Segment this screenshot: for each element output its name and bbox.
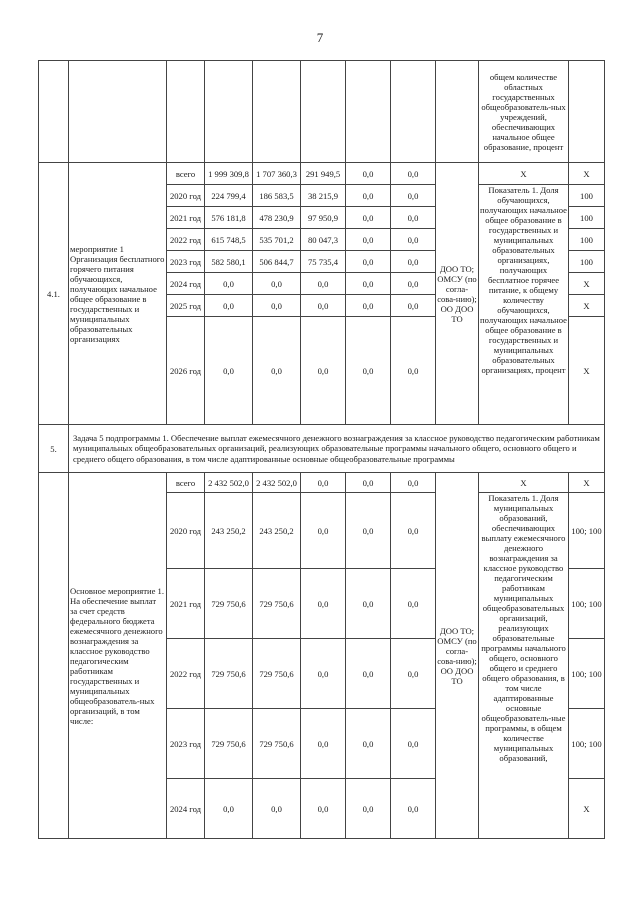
value-cell: 0,0 <box>346 473 391 493</box>
value-cell: 0,0 <box>391 163 436 185</box>
value-cell: 0,0 <box>253 779 301 839</box>
measure-name: мероприятие 1 Организация бесплатного горячего питания обучающихся, получающих начальное общее образование в государственных и муниципальных образовательных организациях <box>69 163 167 425</box>
value-cell: 38 215,9 <box>301 185 346 207</box>
target-cell: 100 <box>569 229 605 251</box>
year-cell: 2023 год <box>167 251 205 273</box>
value-cell: 0,0 <box>346 229 391 251</box>
cell <box>346 61 391 163</box>
value-cell: 0,0 <box>346 709 391 779</box>
measure-name: Основное мероприятие 1. На обеспечение выплат за счет средств федерального бюджета ежемесячного денежного вознаграждения за классное руководство педагогическим работникам государственных и муниципальных общеобразователь-ных организаций, в том числе: <box>69 473 167 839</box>
cell <box>39 473 69 839</box>
total-cell: 0,0 <box>205 317 253 425</box>
value-cell: 97 950,9 <box>301 207 346 229</box>
value-cell: 0,0 <box>391 709 436 779</box>
value-cell: 0,0 <box>301 317 346 425</box>
indicator-cell: общем количестве областных государственных общеобразователь-ных учреждений, обеспечивающих начальное общее образование, процент <box>479 61 569 163</box>
value-cell: 729 750,6 <box>253 569 301 639</box>
program-table <box>38 60 605 839</box>
value-cell: 0,0 <box>253 295 301 317</box>
year-cell: 2023 год <box>167 709 205 779</box>
indicator-cell: Показатель 1. Доля муниципальных образований, обеспечивающих выплату ежемесячного денежного вознаграждения за классное руководство педагогическим работникам муниципальных общеобразовательных организаций, реализующих образовательные программы начального общего, основного общего и среднего общего образования, в том числе адаптированные основные общеобразователь-ные программы, в общем количестве муниципальных образований, <box>479 493 569 839</box>
total-cell: 224 799,4 <box>205 185 253 207</box>
total-cell: 2 432 502,0 <box>205 473 253 493</box>
total-cell: 0,0 <box>205 295 253 317</box>
total-cell: 729 750,6 <box>205 569 253 639</box>
target-cell: X <box>569 163 605 185</box>
value-cell: 729 750,6 <box>253 709 301 779</box>
total-cell: 1 999 309,8 <box>205 163 253 185</box>
value-cell: 0,0 <box>346 295 391 317</box>
value-cell: 0,0 <box>346 207 391 229</box>
indicator-cell: X <box>479 163 569 185</box>
target-cell: 100 <box>569 251 605 273</box>
total-cell: 582 580,1 <box>205 251 253 273</box>
total-cell: 0,0 <box>205 779 253 839</box>
target-cell: 100 <box>569 185 605 207</box>
total-cell: 576 181,8 <box>205 207 253 229</box>
value-cell: 0,0 <box>391 251 436 273</box>
row-number: 5. <box>39 425 69 473</box>
cell <box>436 61 479 163</box>
cell <box>167 61 205 163</box>
target-cell: 100 <box>569 207 605 229</box>
value-cell: 0,0 <box>391 317 436 425</box>
value-cell: 0,0 <box>346 779 391 839</box>
year-cell: 2022 год <box>167 639 205 709</box>
indicator-cell: Показатель 1. Доля обучающихся, получающих начальное общее образование в государственных и муниципальных образовательных организациях, получающих бесплатное горячее питание, к общему количеству обучающихся, получающих начальное общее образование в государственных и муниципальных образовательных организациях, процент <box>479 185 569 425</box>
table-row <box>39 163 605 185</box>
value-cell: 2 432 502,0 <box>253 473 301 493</box>
target-cell: 100; 100 <box>569 709 605 779</box>
page-number: 7 <box>316 30 324 45</box>
value-cell: 0,0 <box>301 709 346 779</box>
value-cell: 0,0 <box>253 273 301 295</box>
target-cell: X <box>569 317 605 425</box>
cell <box>569 61 605 163</box>
cell <box>39 61 69 163</box>
executor-cell: ДОО ТО; ОМСУ (по согла-сова-нию); ОО ДОО ТО <box>436 163 479 425</box>
value-cell: 0,0 <box>391 185 436 207</box>
total-cell: 729 750,6 <box>205 639 253 709</box>
value-cell: 80 047,3 <box>301 229 346 251</box>
task-description: Задача 5 подпрограммы 1. Обеспечение выплат ежемесячного денежного вознаграждения за классное руководство педагогическим работникам муниципальных общеобразовательных организаций, реализующих образовательные программы начального общего, основного общего и среднего общего образования, в том числе адаптированные основные общеобразовательные программы <box>69 425 605 473</box>
value-cell: 0,0 <box>391 295 436 317</box>
value-cell: 0,0 <box>253 317 301 425</box>
value-cell: 506 844,7 <box>253 251 301 273</box>
value-cell: 0,0 <box>346 493 391 569</box>
value-cell: 0,0 <box>301 273 346 295</box>
total-cell: 0,0 <box>205 273 253 295</box>
year-cell: 2020 год <box>167 493 205 569</box>
target-cell: 100; 100 <box>569 493 605 569</box>
total-cell: 615 748,5 <box>205 229 253 251</box>
value-cell: 0,0 <box>391 639 436 709</box>
total-cell: 729 750,6 <box>205 709 253 779</box>
value-cell: 1 707 360,3 <box>253 163 301 185</box>
target-cell: 100; 100 <box>569 569 605 639</box>
value-cell: 0,0 <box>391 229 436 251</box>
target-cell: 100; 100 <box>569 639 605 709</box>
year-cell: 2020 год <box>167 185 205 207</box>
value-cell: 0,0 <box>391 569 436 639</box>
year-cell: всего <box>167 473 205 493</box>
year-cell: 2025 год <box>167 295 205 317</box>
year-cell: 2024 год <box>167 779 205 839</box>
value-cell: 0,0 <box>301 779 346 839</box>
executor-cell: ДОО ТО; ОМСУ (по согла-сова-нию); ОО ДОО ТО <box>436 473 479 839</box>
value-cell: 0,0 <box>346 251 391 273</box>
year-cell: 2026 год <box>167 317 205 425</box>
value-cell: 0,0 <box>301 473 346 493</box>
value-cell: 0,0 <box>391 273 436 295</box>
value-cell: 75 735,4 <box>301 251 346 273</box>
value-cell: 0,0 <box>391 207 436 229</box>
total-cell: 243 250,2 <box>205 493 253 569</box>
target-cell: X <box>569 273 605 295</box>
cell <box>69 61 167 163</box>
value-cell: 478 230,9 <box>253 207 301 229</box>
value-cell: 0,0 <box>391 473 436 493</box>
cell <box>301 61 346 163</box>
value-cell: 0,0 <box>391 493 436 569</box>
year-cell: 2021 год <box>167 207 205 229</box>
value-cell: 535 701,2 <box>253 229 301 251</box>
year-cell: 2021 год <box>167 569 205 639</box>
cell <box>205 61 253 163</box>
value-cell: 291 949,5 <box>301 163 346 185</box>
target-cell: X <box>569 473 605 493</box>
value-cell: 729 750,6 <box>253 639 301 709</box>
value-cell: 243 250,2 <box>253 493 301 569</box>
table-row <box>39 425 605 473</box>
value-cell: 0,0 <box>346 273 391 295</box>
target-cell: X <box>569 779 605 839</box>
value-cell: 186 583,5 <box>253 185 301 207</box>
value-cell: 0,0 <box>301 493 346 569</box>
indicator-cell: X <box>479 473 569 493</box>
table-row <box>39 473 605 493</box>
value-cell: 0,0 <box>346 639 391 709</box>
year-cell: 2024 год <box>167 273 205 295</box>
value-cell: 0,0 <box>346 185 391 207</box>
value-cell: 0,0 <box>301 295 346 317</box>
value-cell: 0,0 <box>301 639 346 709</box>
value-cell: 0,0 <box>346 317 391 425</box>
value-cell: 0,0 <box>346 569 391 639</box>
table-row <box>39 61 605 163</box>
cell <box>391 61 436 163</box>
row-number: 4.1. <box>39 163 69 425</box>
value-cell: 0,0 <box>301 569 346 639</box>
target-cell: X <box>569 295 605 317</box>
year-cell: 2022 год <box>167 229 205 251</box>
year-cell: всего <box>167 163 205 185</box>
cell <box>253 61 301 163</box>
value-cell: 0,0 <box>346 163 391 185</box>
value-cell: 0,0 <box>391 779 436 839</box>
